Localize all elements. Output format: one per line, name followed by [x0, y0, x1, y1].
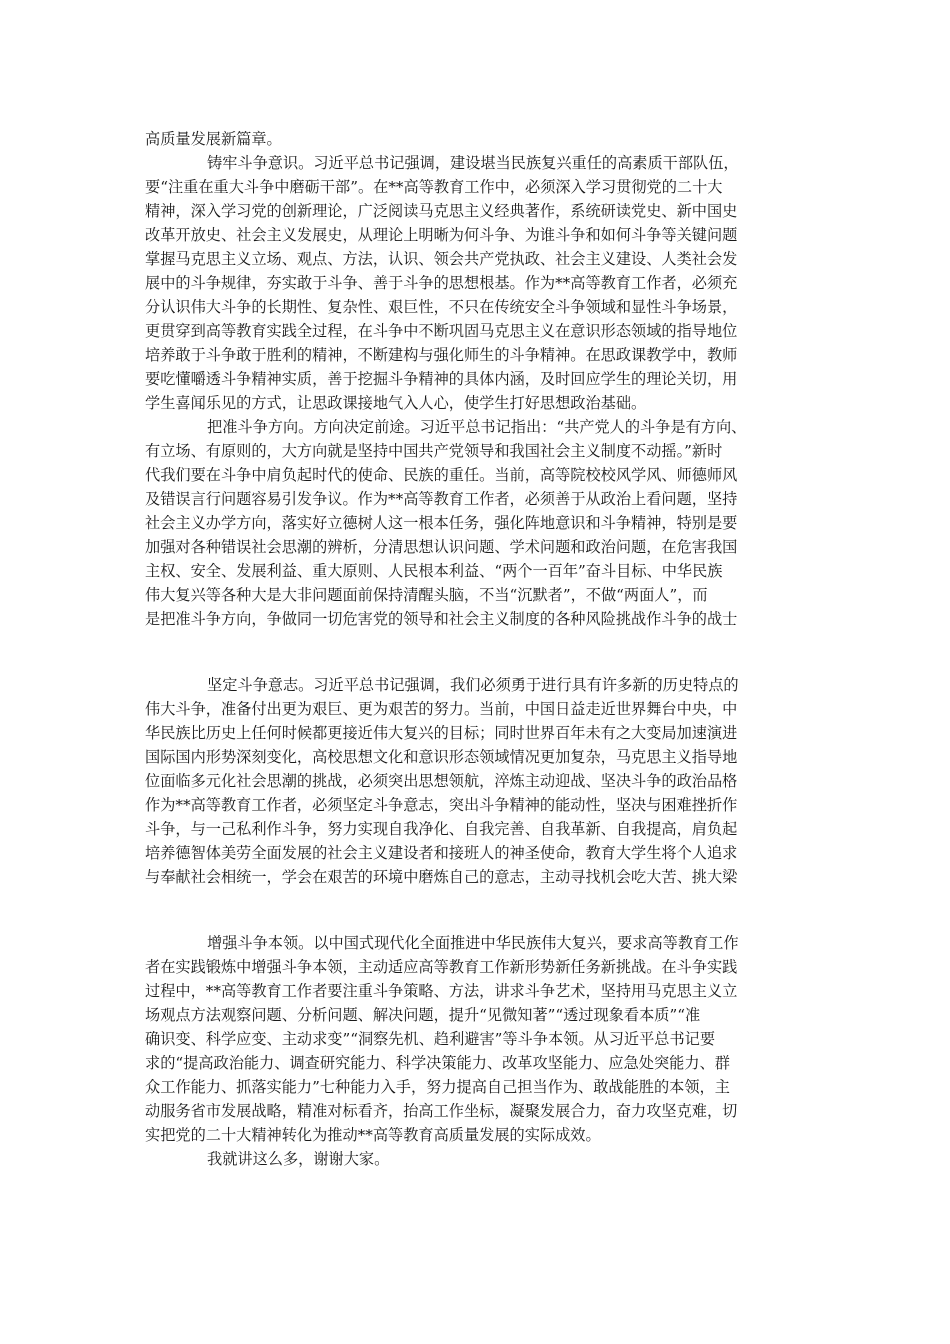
text-line: 有立场、有原则的，大方向就是坚持中国共产党领导和我国社会主义制度不动摇。”新时 — [145, 442, 723, 460]
text-line: 伟大斗争，准备付出更为艰巨、更为艰苦的努力。当前，中国日益走近世界舞台中央，中 — [145, 700, 738, 718]
text-line: 是把准斗争方向，争做同一切危害党的领导和社会主义制度的各种风险挑战作斗争的战士 — [145, 610, 738, 628]
text-line: 我就讲这么多，谢谢大家。 — [207, 1150, 390, 1168]
text-line: 更贯穿到高等教育实践全过程，在斗争中不断巩固马克思主义在意识形态领域的指导地位 — [145, 322, 738, 340]
text-line: 实把党的二十大精神转化为推动**高等教育高质量发展的实际成效。 — [145, 1126, 601, 1144]
text-line: 过程中，**高等教育工作者要注重斗争策略、方法，讲求斗争艺术，坚持用马克思主义立 — [145, 982, 738, 1000]
text-line: 伟大复兴等各种大是大非问题面前保持清醒头脑，不当“沉默者”，不做“两面人”，而 — [145, 586, 708, 604]
text-line: 分认识伟大斗争的长期性、复杂性、艰巨性，不只在传统安全斗争领域和显性斗争场景， — [145, 298, 738, 316]
text-line: 坚定斗争意志。习近平总书记强调，我们必须勇于进行具有许多新的历史特点的 — [207, 676, 739, 694]
text-line: 学生喜闻乐见的方式，让思政课接地气入人心，使学生打好思想政治基础。 — [145, 394, 647, 412]
text-line: 培养敢于斗争敢于胜利的精神，不断建构与强化师生的斗争精神。在思政课教学中，教师 — [145, 346, 738, 364]
text-line: 及错误言行问题容易引发争议。作为**高等教育工作者，必须善于从政治上看问题，坚持 — [145, 490, 738, 508]
text-line: 改革开放史、社会主义发展史，从理论上明晰为何斗争、为谁斗争和如何斗争等关键问题 — [145, 226, 738, 244]
text-line: 培养德智体美劳全面发展的社会主义建设者和接班人的神圣使命，教育大学生将个人追求 — [145, 844, 738, 862]
text-line: 华民族比历史上任何时候都更接近伟大复兴的目标；同时世界百年未有之大变局加速演进 — [145, 724, 738, 742]
text-line: 确识变、科学应变、主动求变”“洞察先机、趋利避害”等斗争本领。从习近平总书记要 — [145, 1030, 716, 1048]
text-line: 动服务省市发展战略，精准对标看齐，抬高工作坐标，凝聚发展合力，奋力攻坚克难，切 — [145, 1102, 738, 1120]
text-line: 加强对各种错误社会思潮的辨析，分清思想认识问题、学术问题和政治问题，在危害我国 — [145, 538, 738, 556]
text-line: 掌握马克思主义立场、观点、方法，认识、领会共产党执政、社会主义建设、人类社会发 — [145, 250, 738, 268]
text-line: 高质量发展新篇章。 — [145, 130, 282, 148]
text-line: 增强斗争本领。以中国式现代化全面推进中华民族伟大复兴，要求高等教育工作 — [207, 934, 739, 952]
text-line: 精神，深入学习党的创新理论，广泛阅读马克思主义经典著作，系统研读党史、新中国史 — [145, 202, 738, 220]
text-line: 场观点方法观察问题、分析问题、解决问题，提升“见微知著”“透过现象看本质”“准 — [145, 1006, 701, 1024]
text-line: 位面临多元化社会思潮的挑战，必须突出思想领航，淬炼主动迎战、坚决斗争的政治品格 — [145, 772, 738, 790]
text-line: 国际国内形势深刻变化，高校思想文化和意识形态领域情况更加复杂，马克思主义指导地 — [145, 748, 738, 766]
text-line: 铸牢斗争意识。习近平总书记强调，建设堪当民族复兴重任的高素质干部队伍， — [207, 154, 739, 172]
text-line: 求的“提高政治能力、调查研究能力、科学决策能力、改革攻坚能力、应急处突能力、群 — [145, 1054, 730, 1072]
text-line: 展中的斗争规律，夯实敢于斗争、善于斗争的思想根基。作为**高等教育工作者，必须充 — [145, 274, 738, 292]
text-line: 众工作能力、抓落实能力”七种能力入手，努力提高自己担当作为、敢战能胜的本领，主 — [145, 1078, 730, 1096]
text-line: 社会主义办学方向，落实好立德树人这一根本任务，强化阵地意识和斗争精神，特别是要 — [145, 514, 738, 532]
text-line: 斗争，与一己私利作斗争，努力实现自我净化、自我完善、自我革新、自我提高，肩负起 — [145, 820, 738, 838]
text-line: 把准斗争方向。方向决定前途。习近平总书记指出：“共产党人的斗争是有方向、 — [207, 418, 747, 436]
text-line: 作为**高等教育工作者，必须坚定斗争意志，突出斗争精神的能动性，坚决与困难挫折作 — [145, 796, 738, 814]
text-line: 与奉献社会相统一，学会在艰苦的环境中磨炼自己的意志，主动寻找机会吃大苦、挑大梁 — [145, 868, 738, 886]
text-line: 主权、安全、发展利益、重大原则、人民根本利益、“两个一百年”奋斗目标、中华民族 — [145, 562, 723, 580]
text-line: 要“注重在重大斗争中磨砺干部”。在**高等教育工作中，必须深入学习贯彻党的二十大 — [145, 178, 723, 196]
text-line: 要吃懂嚼透斗争精神实质，善于挖掘斗争精神的具体内涵，及时回应学生的理论关切，用 — [145, 370, 738, 388]
text-line: 代我们要在斗争中肩负起时代的使命、民族的重任。当前，高等院校校风学风、师德师风 — [145, 466, 738, 484]
text-line: 者在实践锻炼中增强斗争本领，主动适应高等教育工作新形势新任务新挑战。在斗争实践 — [145, 958, 738, 976]
